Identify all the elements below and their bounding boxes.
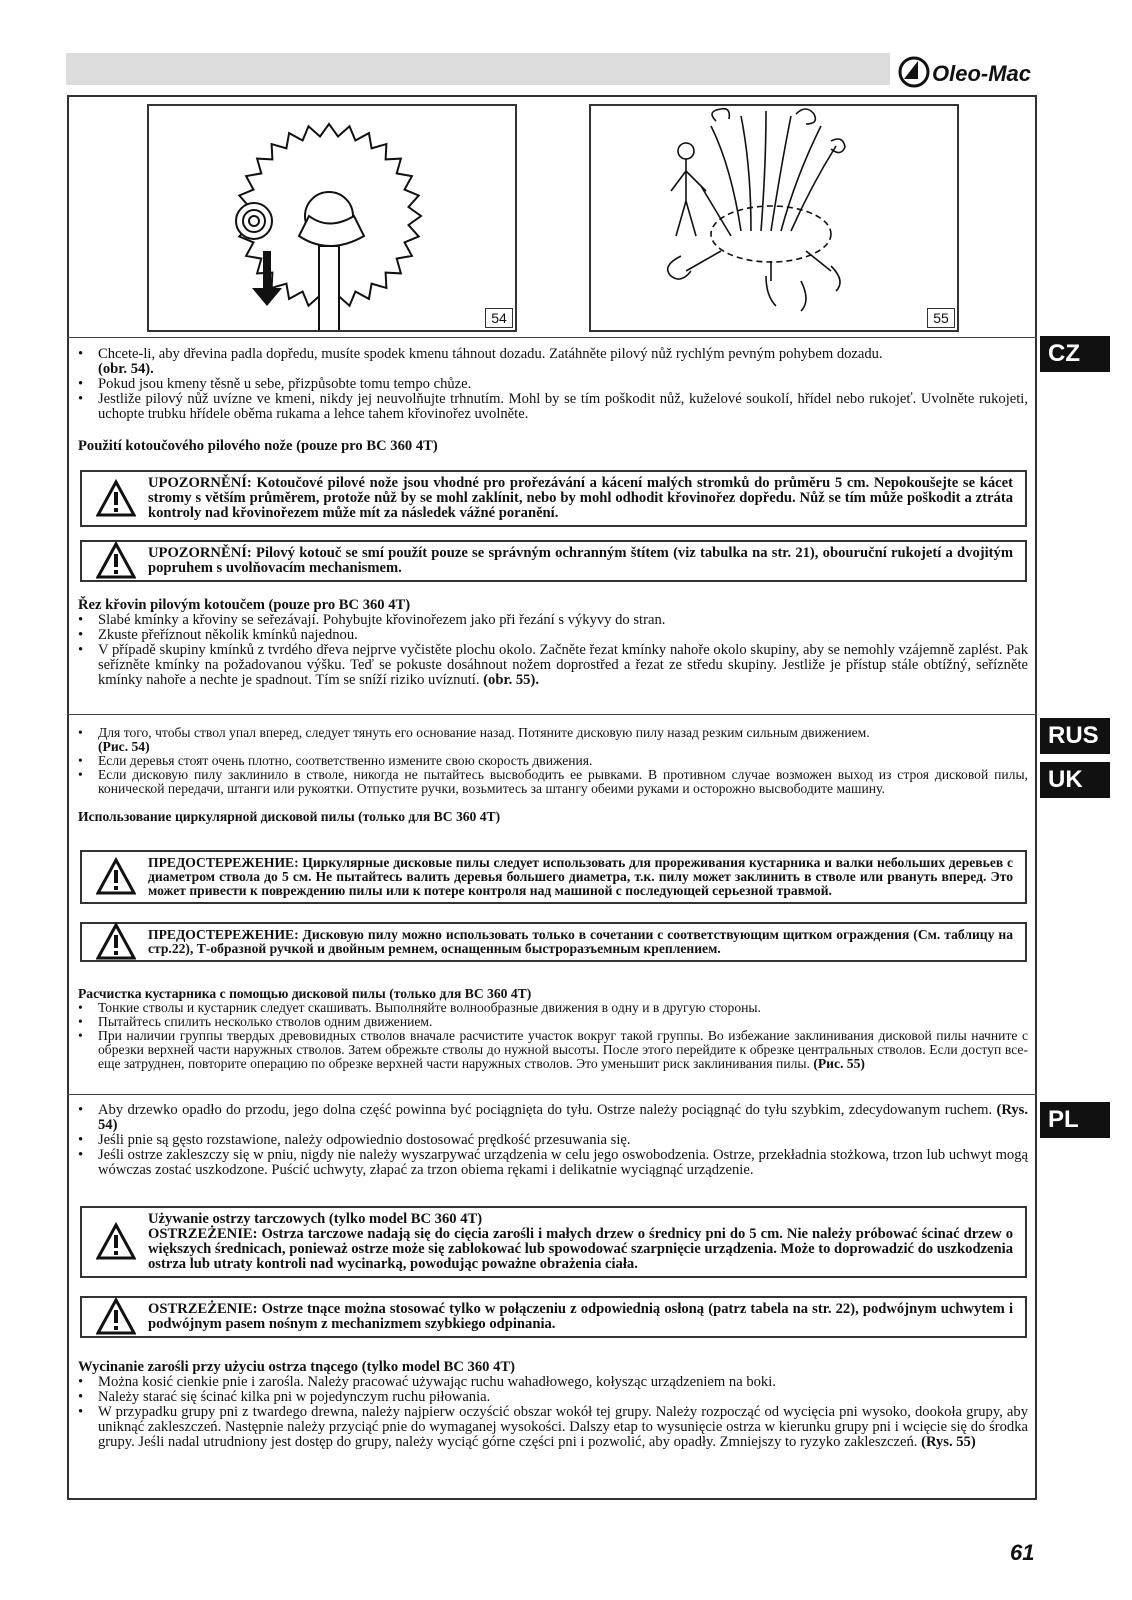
list-item: • Zkuste přeříznout několik kmínků najednou. <box>78 628 1028 643</box>
lang-tab-pl: PL <box>1040 1102 1110 1138</box>
brush-cutting-illustration <box>591 106 957 330</box>
warning-text: OSTRZEŻENIE: Ostrze tnące można stosować tylko w połączeniu z odpowiednią osłoną (patrz tabela na str. 22), podwójnym uchwytem i podwójnym pasem nośnym z mechanizmem szybkiego odpinania. <box>148 1301 1013 1332</box>
saw-blade-illustration <box>149 106 515 330</box>
warning-triangle-icon <box>96 857 136 897</box>
list-item: • Aby drzewko opadło do przodu, jego dolna część powinna być pociągnięta do tyłu. Ostrze należy pociągnąć do tyłu szybkim, zdecydowanym ruchem. (Rys. 54) <box>78 1103 1028 1133</box>
header-bar <box>66 53 890 85</box>
figure-reference: (obr. 54). <box>98 361 154 377</box>
warning-title: Używanie ostrzy tarczowych (tylko model BC 360 4T) <box>148 1211 483 1227</box>
warning-triangle-icon <box>96 922 136 962</box>
list-item: • При наличии группы твердых древовидных стволов вначале расчистите участок вокруг такой группы. Во избежание заклинивания дисковой пилы начните с обрезки верхней части наружных стволов. Затем обрежьте стволы до нужной высоты. После этого перейдите к обрезке центральных стволов. Если доступ все-еще затруднен, повторите операцию по обрезке верхней части наружных стволов. Это уменьшит риск заклинивания пилы. (Рис. 55) <box>78 1029 1028 1071</box>
warning-triangle-icon <box>96 1222 136 1262</box>
warning-triangle-icon <box>96 1297 136 1337</box>
warning-text: ПРЕДОСТЕРЕЖЕНИЕ: Циркулярные дисковые пилы следует использовать для прореживания кустарника и валки небольших деревьев с диаметром ствола до 5 см. Не пытайтесь валить деревья большего диаметра, т.к. пилу может заклинить в стволе или рвануть вперед. Это может привести к повреждению пилы или к потере контроля над машиной с последующей серьезной травмой. <box>148 855 1013 898</box>
figure-55 <box>589 104 959 332</box>
warning-box <box>80 922 1027 962</box>
list-item: • Pokud jsou kmeny těsně u sebe, přizpůsobte tomu tempo chůze. <box>78 377 1028 392</box>
list-item: • Należy starać się ścinać kilka pni w pojedynczym ruchu piłowania. <box>78 1390 1028 1405</box>
section-heading: Использование циркулярной дисковой пилы (только для BC 360 4T) <box>78 809 501 824</box>
warning-box <box>80 540 1027 582</box>
divider <box>67 1094 1037 1095</box>
warning-box <box>80 850 1027 904</box>
warning-box <box>80 1206 1027 1278</box>
brand-name: Oleo-Mac <box>932 61 1032 86</box>
list-item: • V případě skupiny kmínků z tvrdého dřeva nejprve vyčistěte plochu okolo. Začněte řezat kmínky nahoře okolo skupiny, aby se nemohly vzájemně zaplést. Pak seřízněte kmínky na požadovanou výšku. Teď se pokuste dosáhnout nožem doprostřed a řezat ze středu skupiny. Jestliže je přístup stále obtížný, seřízněte kmínky nahoře a nechte je spadnout. Tím se sníží riziko uvíznutí. (obr. 55). <box>78 643 1028 688</box>
section-heading: Řez křovin pilovým kotoučem (pouze pro BC 360 4T) <box>78 597 411 613</box>
section-rus <box>78 726 1028 824</box>
list-item: • Można kosić cienkie pnie i zarośla. Należy pracować używając ruchu wahadłowego, kołysząc urządzeniem na boki. <box>78 1375 1028 1390</box>
list-item: • Chcete-li, aby dřevina padla dopředu, musíte spodek kmenu táhnout dozadu. Zatáhněte pilový nůž rychlým pevným pohybem dozadu. (obr. 54). <box>78 347 1028 377</box>
section-heading: Расчистка кустарника с помощью дисковой пилы (только для BC 360 4T) <box>78 986 532 1001</box>
list-item: • Slabé kmínky a křoviny se seřezávají. Pohybujte křovinořezem jako při řezání s výkyvy do stran. <box>78 613 1028 628</box>
figure-reference: (Rys. 54) <box>98 1102 1029 1133</box>
section-pl <box>78 1103 1028 1178</box>
figure-reference: (Рис. 55) <box>813 1056 865 1071</box>
warning-triangle-icon <box>96 479 136 519</box>
section-cz-cutting <box>78 598 1028 688</box>
list-item: • Jeśli ostrze zakleszczy się w pniu, nigdy nie należy wyszarpywać urządzenia w celu jego oswobodzenia. Ostrze, przekładnia stożkowa, trzon lub uchwyt mogą wówczas zostać uszkodzone. Puścić uchwyty, złapać za trzon obiema rękami i delikatnie wyciągnąć urządzenie. <box>78 1148 1028 1178</box>
figure-reference: (Rys. 55) <box>921 1434 976 1450</box>
warning-box <box>80 470 1027 527</box>
warning-text: ПРЕДОСТЕРЕЖЕНИЕ: Дисковую пилу можно использовать только в сочетании с соответствующим щитком ограждения (См. таблицу на стр.22), Т-образной ручкой и двойным ремнем, оснащенным быстроразъемным креплением. <box>148 927 1013 956</box>
lang-tab-uk: UK <box>1040 762 1110 798</box>
figure-reference: (obr. 55). <box>483 672 539 688</box>
figure-number: 55 <box>927 308 955 328</box>
warning-box <box>80 1296 1027 1338</box>
list-item: • Jeśli pnie są gęsto rozstawione, należy odpowiednio dostosować prędkość przesuwania się. <box>78 1133 1028 1148</box>
brand-logo <box>898 55 1048 89</box>
warning-text: UPOZORNĚNÍ: Kotoučové pilové nože jsou vhodné pro prořezávání a kácení malých stromků do průměru 5 cm. Nepokoušejte se kácet stromy s větším průměrem, protože nůž by se mohl zaklínit, nebo by mohl odhodit křovinořez dopředu. Nůž se tím může poškodit a ztráta kontroly nad křovinořezem může mít za následek vážné poranění. <box>148 475 1013 521</box>
figure-54 <box>147 104 517 332</box>
list-item: • W przypadku grupy pni z twardego drewna, należy najpierw oczyścić obszar wokół tej grupy. Należy rozpocząć od wycięcia pni wysoko, dookoła grupy, aby uniknąć zakleszczeń. Następnie należy przyciąć pnie do wymaganej wysokości. Dalszy etap to wysunięcie ostrza w kierunku grupy pni i wcięcie się do środka grupy. Jeśli nadal utrudniony jest dostęp do grupy, należy wyciąć górne części pni i pozwolić, aby opadły. Zmniejszy to ryzyko zakleszczeń. (Rys. 55) <box>78 1405 1028 1450</box>
list-item: • Jestliže pilový nůž uvízne ve kmeni, nikdy jej neuvolňujte trhnutím. Mohl by se tím poškodit nůž, kuželové soukolí, hřídel nebo rukojeť. Uvolněte rukojeti, uchopte trubku hřídele oběma rukama a lehce tahem křovinořez uvolněte. <box>78 392 1028 422</box>
lang-tab-rus: RUS <box>1040 718 1110 754</box>
warning-triangle-icon <box>96 541 136 581</box>
section-pl-cutting <box>78 1360 1028 1450</box>
list-item: • Для того, чтобы ствол упал вперед, следует тянуть его основание назад. Потяните дисковую пилу назад резким сильным движением. (Рис. 54) <box>78 726 1028 754</box>
figure-number: 54 <box>485 308 513 328</box>
warning-text: UPOZORNĚNÍ: Pilový kotouč se smí použít pouze se správným ochranným štítem (viz tabulka na str. 21), obouruční rukojetí a dvojitým popruhem s uvolňovacím mechanismem. <box>148 545 1013 576</box>
list-item: • Если дисковую пилу заклинило в стволе, никогда не пытайтесь высвободить ее рывками. В противном случае возможен выход из строя дисковой пилы, конической передачи, штанги или рукоятки. Отпустите ручки, возьмитесь за штангу обеими руками и осторожно высвободите машину. <box>78 768 1028 796</box>
page-number: 61 <box>1010 1540 1035 1565</box>
figure-reference: (Рис. 54) <box>98 739 150 754</box>
section-rus-cutting <box>78 987 1028 1071</box>
section-heading: Wycinanie zarośli przy użyciu ostrza tnącego (tylko model BC 360 4T) <box>78 1359 515 1375</box>
section-heading: Použití kotoučového pilového nože (pouze pro BC 360 4T) <box>78 438 438 454</box>
list-item: • Пытайтесь спилить несколько стволов одним движением. <box>78 1015 1028 1029</box>
divider <box>67 714 1037 715</box>
warning-text: OSTRZEŻENIE: Ostrza tarczowe nadają się do cięcia zarośli i małych drzew o średnicy pni do 5 cm. Nie należy próbować ścinać drzew o większych średnicach, ponieważ ostrze może się zablokować lub spowodować szarpnięcie urządzenia. Może to doprowadzić do uszkodzenia ostrza lub utraty kontroli nad wycinarką, powodując poważne obrażenia ciała. <box>148 1226 1013 1272</box>
list-item: • Если деревья стоят очень плотно, соответственно измените свою скорость движения. <box>78 754 1028 768</box>
list-item: • Тонкие стволы и кустарник следует скашивать. Выполняйте волнообразные движения в одну и в другую стороны. <box>78 1001 1028 1015</box>
section-cz <box>78 347 1028 454</box>
lang-tab-cz: CZ <box>1040 336 1110 372</box>
logo-emblem-icon <box>900 58 928 86</box>
